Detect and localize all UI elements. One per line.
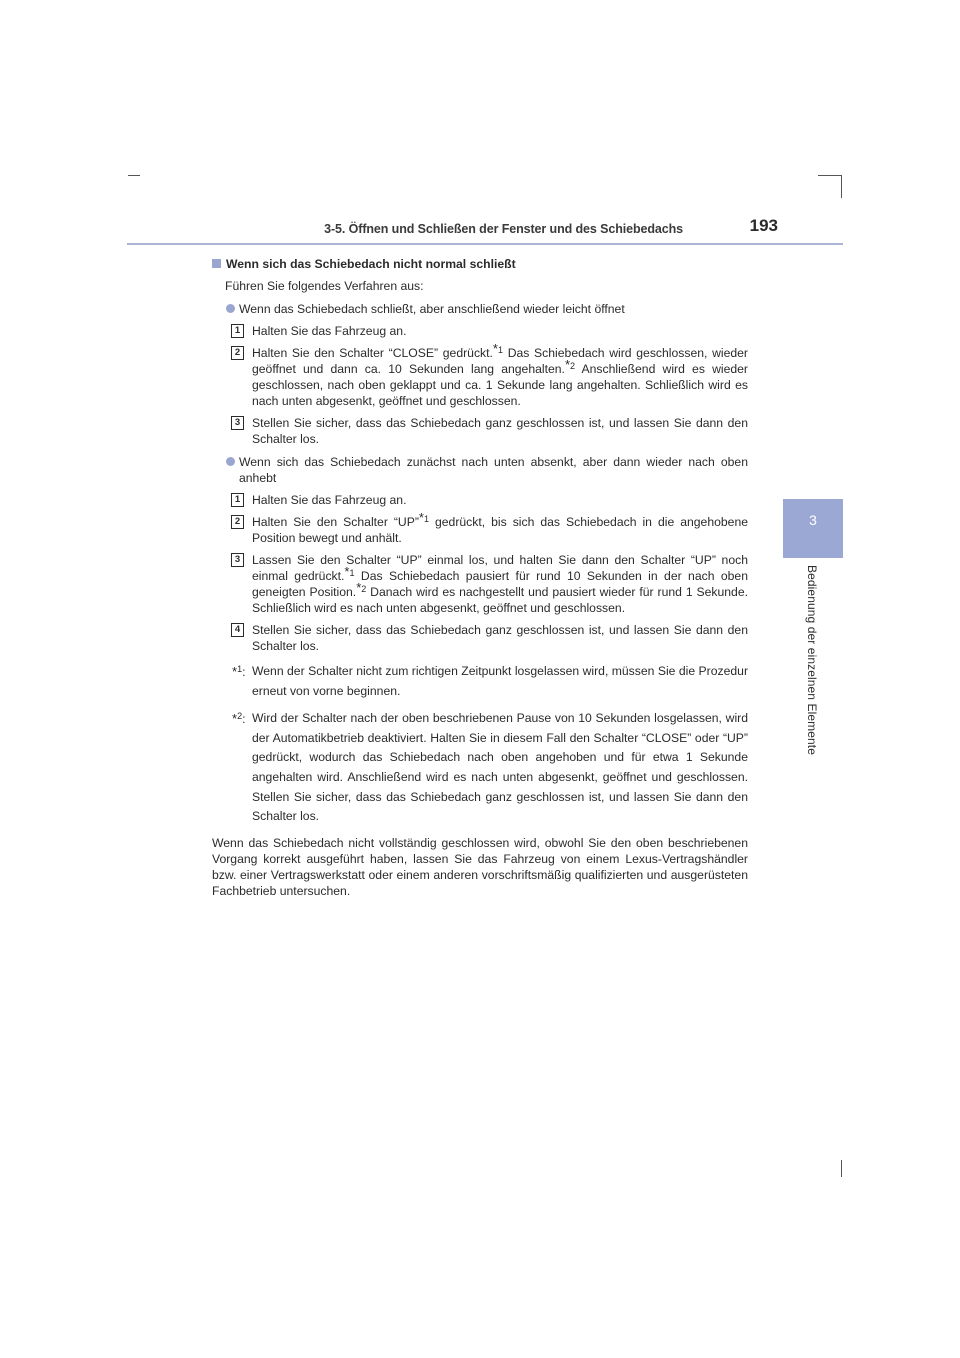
step-text: Das Schiebedach pausiert für rund 10 Sekunden in der nach oben geneigten Position.	[252, 569, 748, 599]
footnote-ref: *2	[564, 357, 576, 372]
step-number-badge: 1	[231, 324, 244, 338]
step-text: Halten Sie den Schalter “CLOSE” gedrückt.	[252, 346, 493, 360]
crop-mark-top-right-h	[818, 175, 842, 176]
footnote	[212, 709, 748, 827]
step-item	[212, 492, 748, 508]
step-number-badge: 3	[231, 553, 244, 567]
step-text: Stellen Sie sicher, dass das Schiebedach ganz geschlossen ist, und lassen Sie dann den Schalter los.	[252, 623, 748, 653]
chapter-number: 3	[809, 512, 817, 528]
footnote	[212, 662, 748, 701]
crop-mark-top-left	[128, 175, 140, 176]
step-text: Anschließend wird es wieder geschlossen, nach oben geklappt und ca. 1 Sekunde lang angehalten. Schließlich wird es nach unten abgesenkt, geöffnet und geschlossen.	[252, 362, 748, 408]
step-item	[212, 341, 748, 409]
step-item	[212, 510, 748, 546]
footnote-mark: *$^2$:	[232, 711, 246, 727]
step-item	[212, 622, 748, 654]
main-content	[212, 256, 748, 899]
case-title: Wenn das Schiebedach schließt, aber anschließend wieder leicht öffnet	[239, 302, 625, 316]
step-number-badge: 3	[231, 416, 244, 430]
step-number-badge: 1	[231, 493, 244, 507]
square-bullet-icon	[212, 259, 221, 268]
footnote-ref: *1	[418, 510, 429, 525]
footnote-ref: *2	[356, 580, 367, 595]
step-text: Stellen Sie sicher, dass das Schiebedach ganz geschlossen ist, und lassen Sie dann den Schalter los.	[252, 416, 748, 446]
closing-paragraph: Wenn das Schiebedach nicht vollständig geschlossen wird, obwohl Sie den oben beschriebenen Vorgang korrekt ausgeführt haben, lassen Sie das Fahrzeug von einem Lexus-Vertragshändler bzw. einer Vertragswerkstatt oder einem anderen vorschriftsmäßig qualifizierten und ausgerüsteten Fachbetrieb untersuchen.	[212, 835, 748, 898]
step-text: Halten Sie das Fahrzeug an.	[252, 324, 407, 338]
heading-text: Wenn sich das Schiebedach nicht normal schließt	[226, 257, 516, 271]
step-number-badge: 2	[231, 346, 244, 360]
circle-bullet-icon	[226, 304, 235, 313]
crop-mark-top-right-v	[841, 175, 842, 198]
step-text: Danach wird es nachgestellt und pausiert wieder für rund 1 Sekunde. Schließlich wird es nach unten abgesenkt, geöffnet und geschlossen.	[252, 585, 748, 615]
footnote-mark: *$^1$:	[232, 664, 246, 679]
step-text: Halten Sie das Fahrzeug an.	[252, 493, 407, 507]
step-number-badge: 4	[231, 623, 244, 637]
step-item	[212, 323, 748, 339]
step-number-badge: 2	[231, 515, 244, 529]
case-heading	[212, 454, 748, 486]
intro-text: Führen Sie folgendes Verfahren aus:	[225, 279, 424, 293]
header-rule	[127, 243, 843, 245]
step-item	[212, 552, 748, 616]
footnote-ref: *1	[344, 564, 355, 579]
crop-mark-bottom-right	[841, 1160, 842, 1177]
chapter-label: Bedienung der einzelnen Elemente	[805, 565, 819, 756]
footnote-ref: *1	[492, 341, 503, 356]
step-text: gedrückt, bis sich das Schiebedach in die angehobene Position bewegt und anhält.	[252, 515, 748, 545]
case-title: Wenn sich das Schiebedach zunächst nach unten absenkt, aber dann wieder nach oben anhebt	[239, 455, 748, 485]
step-item	[212, 415, 748, 447]
case-heading	[212, 301, 748, 317]
page-number: 193	[749, 216, 778, 235]
step-text: Halten Sie den Schalter “UP”	[252, 515, 419, 529]
step-text: Das Schiebedach wird geschlossen, wieder geöffnet und dann ca. 10 Sekunden lang angehalten.	[252, 346, 748, 376]
chapter-tab	[783, 499, 843, 558]
section-title: 3-5. Öffnen und Schließen der Fenster und des Schiebedachs	[324, 222, 683, 236]
footnote-text: Wenn der Schalter nicht zum richtigen Zeitpunkt losgelassen wird, müssen Sie die Prozedur erneut von vorne beginnen.	[252, 664, 748, 698]
circle-bullet-icon	[226, 457, 235, 466]
section-heading	[212, 256, 748, 272]
step-text: Lassen Sie den Schalter “UP” einmal los, und halten Sie dann den Schalter “UP” noch einmal gedrückt.	[252, 553, 748, 583]
footnote-text: Wird der Schalter nach der oben beschriebenen Pause von 10 Sekunden losgelassen, wird der Automatikbetrieb deaktiviert. Halten Sie in diesem Fall den Schalter “CLOSE” oder “UP” gedrückt, wodurch das Schiebedach nach oben angehoben und für etwa 1 Sekunde angehalten wird. Anschließend wird es nach unten abgesenkt, geöffnet und geschlossen. Stellen Sie sicher, dass das Schiebedach ganz geschlossen ist, und lassen Sie dann den Schalter los.	[252, 711, 748, 824]
